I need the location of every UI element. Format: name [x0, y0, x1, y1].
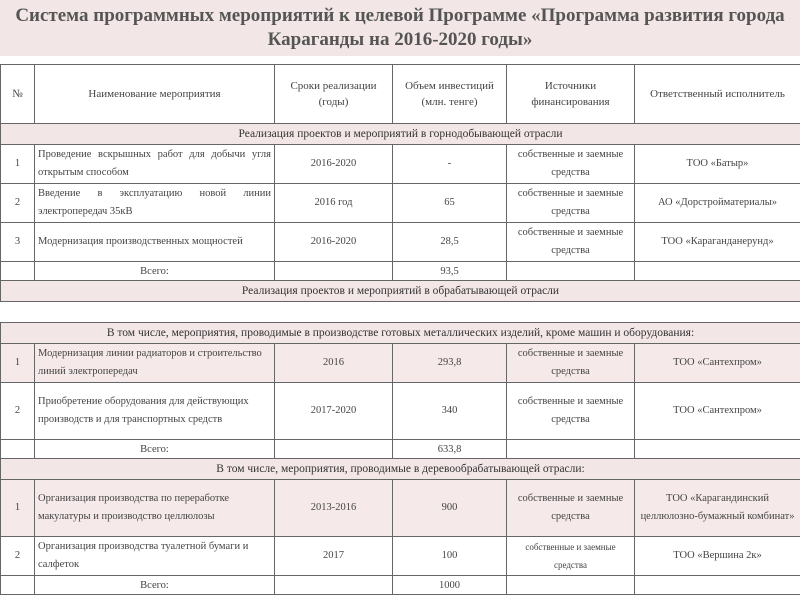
cell-empty	[275, 262, 393, 281]
cell-sources: собственные и заемные средства	[507, 537, 635, 576]
section-row	[1, 124, 800, 145]
cell-terms: 2013-2016	[275, 480, 393, 537]
cell-sources: собственные и заемные средства	[507, 480, 635, 537]
cell-volume: 28,5	[393, 223, 507, 262]
cell-sources: собственные и заемные средства	[507, 145, 635, 184]
program-table-upper	[0, 64, 800, 302]
cell-sources: собственные и заемные средства	[507, 184, 635, 223]
cell-num: 2	[1, 537, 35, 576]
total-value: 633,8	[393, 440, 507, 459]
section-mining: Реализация проектов и мероприятий в горнодобывающей отрасли	[1, 124, 800, 145]
cell-terms: 2016-2020	[275, 223, 393, 262]
program-table-lower	[0, 322, 800, 595]
cell-volume: 900	[393, 480, 507, 537]
cell-executor: АО «Дорстройматериалы»	[635, 184, 800, 223]
total-label: Всего:	[35, 262, 275, 281]
title-band	[0, 0, 800, 56]
table-row	[1, 537, 800, 576]
table-row	[1, 145, 800, 184]
cell-empty	[1, 262, 35, 281]
header-executor: Ответственный исполнитель	[635, 65, 800, 124]
total-label: Всего:	[35, 440, 275, 459]
cell-sources: собственные и заемные средства	[507, 223, 635, 262]
header-name: Наименование мероприятия	[35, 65, 275, 124]
cell-executor: ТОО «Батыр»	[635, 145, 800, 184]
header-terms: Сроки реализации (годы)	[275, 65, 393, 124]
subsection-wood: В том числе, мероприятия, проводимые в деревообрабатывающей отрасли:	[1, 459, 800, 480]
table-header-row	[1, 65, 800, 124]
table-row	[1, 184, 800, 223]
total-label: Всего:	[35, 576, 275, 595]
subsection-metal: В том числе, мероприятия, проводимые в производстве готовых металлических изделий, кроме машин и оборудования:	[1, 323, 800, 344]
cell-name: Модернизация линии радиаторов и строительство линий электропередач	[35, 344, 275, 383]
cell-sources: собственные и заемные средства	[507, 344, 635, 383]
table-row	[1, 223, 800, 262]
cell-empty	[507, 262, 635, 281]
cell-sources: собственные и заемные средства	[507, 383, 635, 440]
total-row	[1, 576, 800, 595]
cell-name: Организация производства по переработке макулатуры и производство целлюлозы	[35, 480, 275, 537]
total-row	[1, 262, 800, 281]
cell-num: 3	[1, 223, 35, 262]
cell-executor: ТОО «Сантехпром»	[635, 383, 800, 440]
cell-num: 1	[1, 480, 35, 537]
cell-volume: -	[393, 145, 507, 184]
section-row	[1, 281, 800, 302]
cell-terms: 2016-2020	[275, 145, 393, 184]
table-row	[1, 383, 800, 440]
cell-empty	[635, 262, 800, 281]
cell-empty	[507, 440, 635, 459]
cell-executor: ТОО «Сантехпром»	[635, 344, 800, 383]
cell-empty	[635, 576, 800, 595]
cell-executor: ТОО «Караганданерунд»	[635, 223, 800, 262]
cell-executor: ТОО «Вершина 2к»	[635, 537, 800, 576]
cell-empty	[275, 576, 393, 595]
header-num: №	[1, 65, 35, 124]
cell-empty	[275, 440, 393, 459]
table-row	[1, 344, 800, 383]
cell-volume: 65	[393, 184, 507, 223]
cell-terms: 2016 год	[275, 184, 393, 223]
page-title: Система программных мероприятий к целевой Программе «Программа развития города Караганды на 2016-2020 годы»	[15, 5, 785, 50]
cell-num: 1	[1, 145, 35, 184]
cell-volume: 293,8	[393, 344, 507, 383]
cell-name: Введение в эксплуатацию новой линии электропередач 35кВ	[35, 184, 275, 223]
cell-empty	[1, 576, 35, 595]
cell-name: Организация производства туалетной бумаги и салфеток	[35, 537, 275, 576]
cell-executor: ТОО «Карагандинский целлюлозно-бумажный комбинат»	[635, 480, 800, 537]
cell-name: Проведение вскрышных работ для добычи угля открытым способом	[35, 145, 275, 184]
total-value: 1000	[393, 576, 507, 595]
header-sources: Источники финансирования	[507, 65, 635, 124]
table-row	[1, 480, 800, 537]
cell-num: 2	[1, 383, 35, 440]
subsection-row	[1, 323, 800, 344]
total-row	[1, 440, 800, 459]
total-value: 93,5	[393, 262, 507, 281]
cell-name: Приобретение оборудования для действующих производств и для транспортных средств	[35, 383, 275, 440]
cell-volume: 340	[393, 383, 507, 440]
cell-num: 1	[1, 344, 35, 383]
cell-empty	[1, 440, 35, 459]
cell-terms: 2016	[275, 344, 393, 383]
cell-empty	[635, 440, 800, 459]
cell-terms: 2017	[275, 537, 393, 576]
cell-volume: 100	[393, 537, 507, 576]
cell-terms: 2017-2020	[275, 383, 393, 440]
cell-empty	[507, 576, 635, 595]
header-volume: Объем инвестиций (млн. тенге)	[393, 65, 507, 124]
subsection-row	[1, 459, 800, 480]
section-processing: Реализация проектов и мероприятий в обрабатывающей отрасли	[1, 281, 800, 302]
cell-num: 2	[1, 184, 35, 223]
cell-name: Модернизация производственных мощностей	[35, 223, 275, 262]
